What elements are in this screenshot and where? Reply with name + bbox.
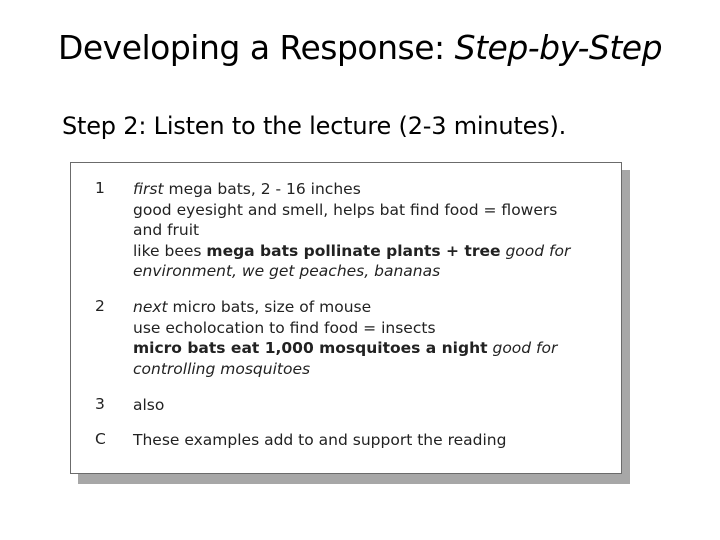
note-line: and fruit [133, 221, 200, 239]
slide-title [0, 28, 720, 67]
italic-text: good for [500, 241, 571, 260]
title-main: Developing a Response: [57, 28, 455, 67]
item-lines [133, 179, 603, 282]
item-lines [133, 395, 603, 416]
item-number: C [95, 430, 106, 448]
note-line [133, 179, 603, 200]
plain-text: like bees [133, 241, 207, 260]
item-number: 2 [95, 297, 105, 315]
item-number: 3 [95, 395, 105, 413]
italic-text: next [133, 298, 168, 316]
plain-text: micro bats, size of mouse [167, 298, 372, 316]
note-line: environment, we get peaches, bananas [133, 262, 441, 280]
item-number: 1 [95, 179, 105, 197]
italic-text: good for [487, 339, 558, 357]
note-line: use echolocation to find food = insects [133, 318, 436, 337]
bold-text: mega bats pollinate plants + tree [206, 241, 501, 260]
note-line: good eyesight and smell, helps bat find food = flowers [133, 200, 558, 219]
slide-subtitle: Step 2: Listen to the lecture (2-3 minutes). [62, 112, 567, 140]
note-line: controlling mosquitoes [133, 359, 311, 378]
bold-text: micro bats eat 1,000 mosquitoes a night [133, 339, 488, 357]
note-line: also [133, 396, 165, 414]
note-line [133, 338, 603, 359]
item-lines [133, 297, 603, 379]
title-italic: Step-by-Step [454, 28, 663, 67]
plain-text: mega bats, 2 - 16 inches [163, 180, 361, 198]
note-line [133, 297, 603, 318]
note-line: These examples add to and support the reading [133, 431, 507, 449]
notes-box [70, 162, 622, 474]
note-line [133, 241, 603, 262]
italic-text: first [133, 180, 164, 198]
item-lines [133, 430, 603, 451]
